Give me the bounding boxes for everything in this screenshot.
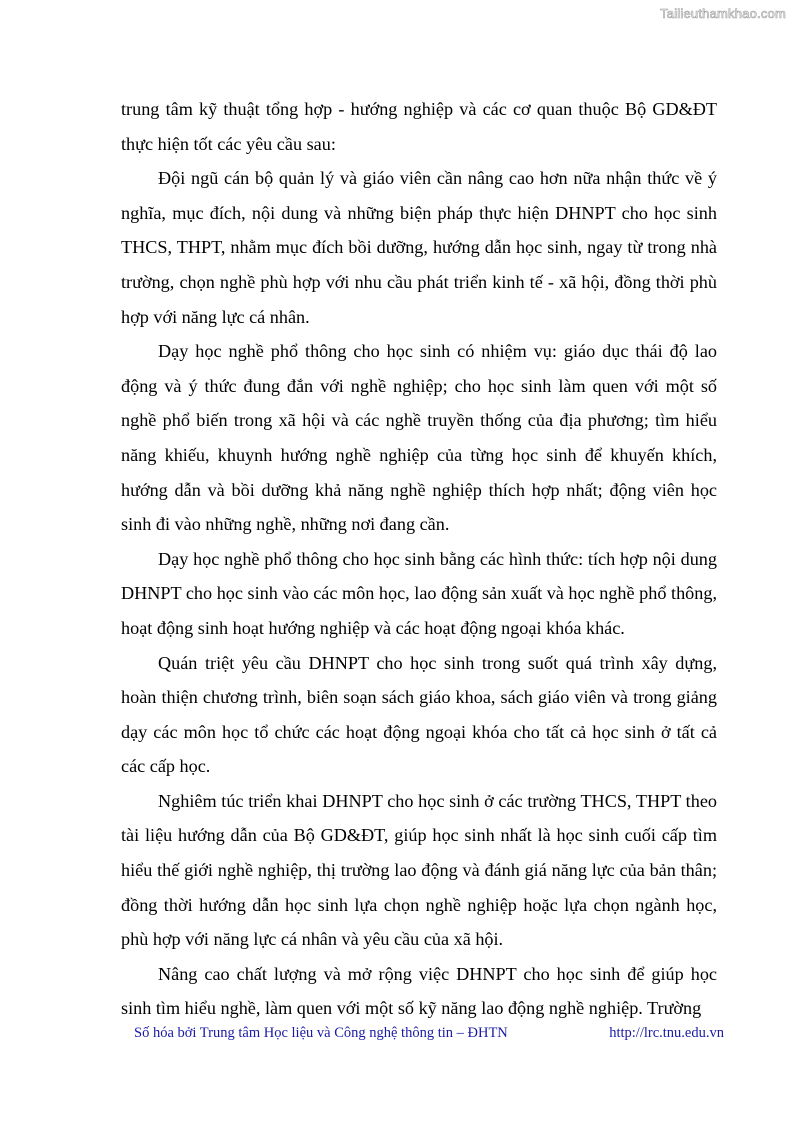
- page-footer: [134, 1025, 724, 1042]
- document-body: [121, 92, 717, 1026]
- paragraph: Nghiêm túc triển khai DHNPT cho học sinh ở các trường THCS, THPT theo tài liệu hướng dẫn của Bộ GD&ĐT, giúp học sinh nhất là học sinh cuối cấp tìm hiểu thế giới nghề nghiệp, thị trường lao động và đánh giá năng lực của bản thân; đồng thời hướng dẫn học sinh lựa chọn nghề nghiệp hoặc lựa chọn ngành học, phù hợp với năng lực cá nhân và yêu cầu của xã hội.: [121, 790, 717, 950]
- paragraph-continuation: trung tâm kỹ thuật tổng hợp - hướng nghiệp và các cơ quan thuộc Bộ GD&ĐT thực hiện tốt các yêu cầu sau:: [121, 99, 717, 154]
- paragraph: Nâng cao chất lượng và mở rộng việc DHNPT cho học sinh để giúp học sinh tìm hiểu nghề, làm quen với một số kỹ năng lao động nghề nghiệp. Trường: [121, 963, 717, 1019]
- footer-credit: Số hóa bởi Trung tâm Học liệu và Công nghệ thông tin – ĐHTN: [134, 1025, 508, 1041]
- paragraph: Quán triệt yêu cầu DHNPT cho học sinh trong suốt quá trình xây dựng, hoàn thiện chương trình, biên soạn sách giáo khoa, sách giáo viên và trong giảng dạy các môn học tổ chức các hoạt động ngoại khóa cho tất cả học sinh ở tất cả các cấp học.: [121, 652, 717, 777]
- watermark: Tailieuthamkhao.com: [660, 6, 786, 21]
- paragraph: Đội ngũ cán bộ quản lý và giáo viên cần nâng cao hơn nữa nhận thức về ý nghĩa, mục đích, nội dung và những biện pháp thực hiện DHNPT cho học sinh THCS, THPT, nhằm mục đích bồi dưỡng, hướng dẫn học sinh, ngay từ trong nhà trường, chọn nghề phù hợp với nhu cầu phát triển kinh tế - xã hội, đồng thời phù hợp với năng lực cá nhân.: [121, 168, 717, 327]
- footer-url: http://lrc.tnu.edu.vn: [609, 1025, 724, 1041]
- paragraph: Dạy học nghề phổ thông cho học sinh bằng các hình thức: tích hợp nội dung DHNPT cho học sinh vào các môn học, lao động sản xuất và học nghề phổ thông, hoạt động sinh hoạt hướng nghiệp và các hoạt động ngoại khóa khác.: [121, 548, 717, 638]
- paragraph: Dạy học nghề phổ thông cho học sinh có nhiệm vụ: giáo dục thái độ lao động và ý thức đung đắn với nghề nghiệp; cho học sinh làm quen với một số nghề phổ biến trong xã hội và các nghề truyền thống của địa phương; tìm hiểu năng khiếu, khuynh hướng nghề nghiệp của từng học sinh để khuyến khích, hướng dẫn và bồi dưỡng khả năng nghề nghiệp thích hợp nhất; động viên học sinh đi vào những nghề, những nơi đang cần.: [121, 341, 717, 535]
